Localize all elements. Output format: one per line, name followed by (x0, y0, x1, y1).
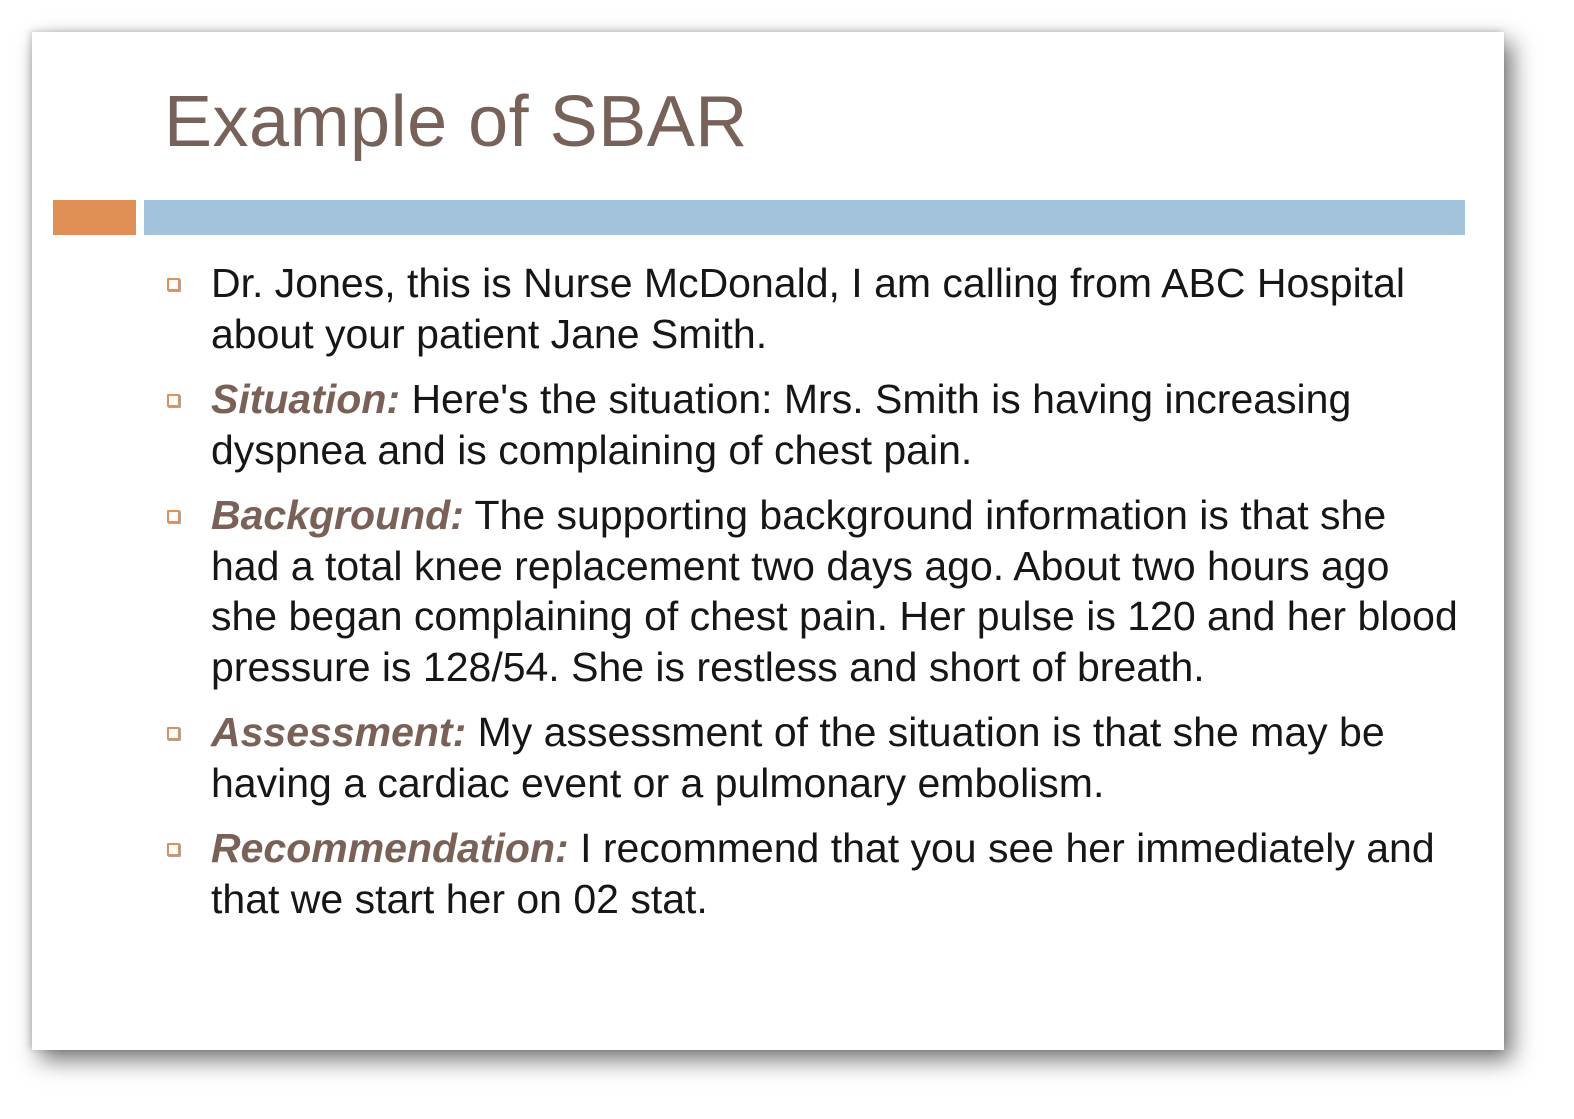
bullet-label: Assessment: (211, 709, 467, 755)
bullet-text: Dr. Jones, this is Nurse McDonald, I am calling from ABC Hospital about your patient Jane Smith. (211, 260, 1405, 357)
bullet-list (162, 258, 1462, 939)
accent-bar-blue (144, 200, 1465, 235)
bullet-text: The supporting background information is that she had a total knee replacement two days ago. About two hours ago she began complaining of chest pain. Her pulse is 120 and her blood pressure is 128/54. She is restless and short of breath. (211, 492, 1458, 690)
bullet-label: Recommendation: (211, 825, 569, 871)
slide (32, 32, 1504, 1050)
bullet-intro (162, 258, 1462, 359)
bullet-assessment (162, 707, 1462, 808)
bullet-situation (162, 374, 1462, 475)
bullet-recommendation (162, 823, 1462, 924)
bullet-label: Background: (211, 492, 464, 538)
accent-bar-orange (53, 200, 136, 235)
square-bullet-icon (167, 727, 180, 740)
square-bullet-icon (167, 843, 180, 856)
square-bullet-icon (167, 278, 180, 291)
bullet-text: My assessment of the situation is that she may be having a cardiac event or a pulmonary embolism. (211, 709, 1385, 806)
bullet-text: I recommend that you see her immediately and that we start her on 02 stat. (211, 825, 1435, 922)
bullet-label: Situation: (211, 376, 401, 422)
bullet-text: Here's the situation: Mrs. Smith is having increasing dyspnea and is complaining of chest pain. (211, 376, 1352, 473)
square-bullet-icon (167, 510, 180, 523)
square-bullet-icon (167, 394, 180, 407)
bullet-background (162, 490, 1462, 692)
slide-title: Example of SBAR (164, 82, 748, 162)
